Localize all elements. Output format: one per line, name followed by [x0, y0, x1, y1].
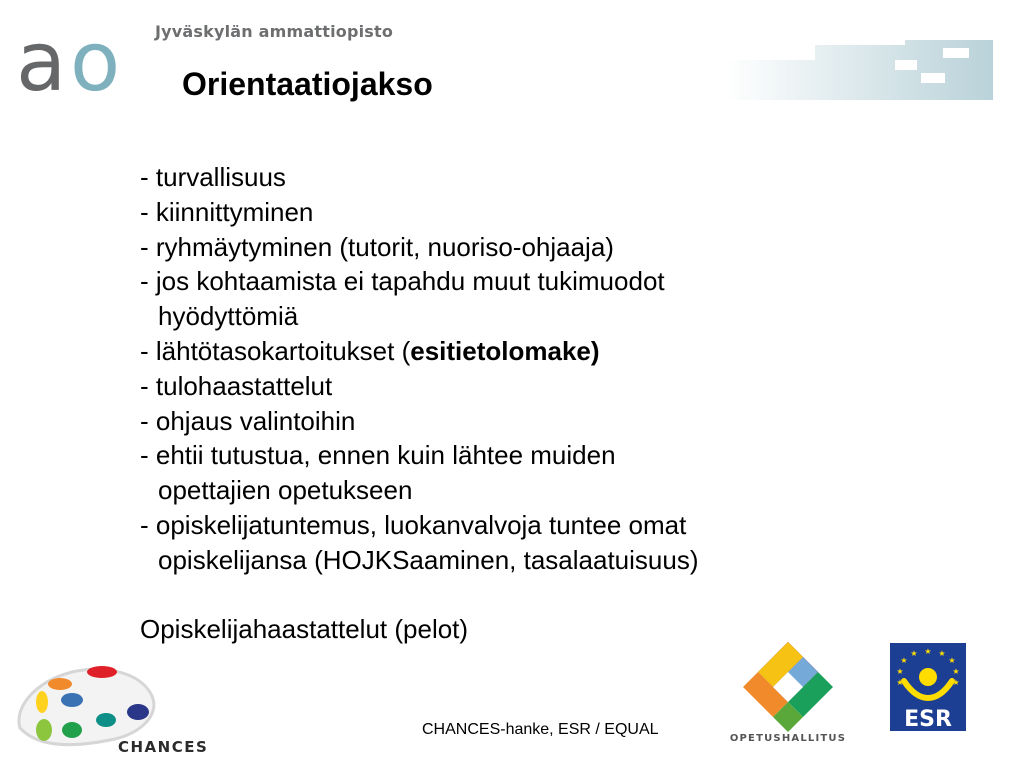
svg-text:★: ★ — [952, 667, 960, 676]
list-item — [140, 334, 699, 369]
list-item: - ehtii tutustua, ennen kuin lähtee muiden — [140, 440, 616, 471]
list-item: - ryhmäytyminen (tutorit, nuoriso-ohjaaja) — [140, 231, 614, 262]
list-item-prefix: - lähtötasokartoitukset ( — [140, 335, 411, 366]
ao-logo — [16, 15, 136, 110]
svg-text:★: ★ — [948, 656, 956, 665]
svg-text:★: ★ — [896, 667, 904, 676]
svg-text:★: ★ — [938, 649, 946, 658]
svg-text:★: ★ — [900, 656, 908, 665]
list-item: - kiinnittyminen — [140, 196, 314, 227]
list-item: - jos kohtaamista ei tapahdu muut tukimuodot — [140, 266, 665, 297]
logo-letter-o: o — [70, 15, 121, 110]
list-item: - opiskelijatuntemus, luokanvalvoja tuntee omat — [140, 509, 687, 540]
esr-logo — [890, 643, 966, 731]
logo-letter-a: a — [16, 15, 67, 110]
list-item-continuation: opiskelijansa (HOJKSaaminen, tasalaatuisuus) — [158, 544, 699, 575]
bullet-list — [140, 160, 699, 578]
list-item-continuation: opettajien opetukseen — [158, 475, 413, 506]
svg-text:★: ★ — [924, 647, 932, 656]
list-item: - turvallisuus — [140, 162, 286, 192]
chances-logo — [10, 660, 215, 760]
slide-title: Orientaatiojakso — [182, 66, 433, 102]
svg-text:★: ★ — [952, 678, 960, 687]
footer-credit: CHANCES-hanke, ESR / EQUAL — [422, 721, 659, 738]
list-item-bold-term: esitietolomake) — [410, 335, 600, 366]
footer-heading: Opiskelijahaastattelut (pelot) — [140, 614, 469, 644]
svg-text:★: ★ — [896, 678, 904, 687]
list-item: - ohjaus valintoihin — [140, 405, 356, 436]
svg-text:★: ★ — [910, 649, 918, 658]
list-item: - tulohaastattelut — [140, 370, 333, 401]
chances-logo-text: CHANCES — [118, 738, 209, 756]
list-item-continuation: hyödyttömiä — [158, 301, 299, 332]
esr-logo-text: ESR — [904, 707, 952, 731]
opetushallitus-logo — [726, 640, 851, 750]
organization-name: Jyväskylän ammattiopisto — [155, 22, 394, 41]
oph-logo-text: OPETUSHALLITUS — [729, 733, 847, 744]
stairs-decoration — [725, 40, 993, 100]
